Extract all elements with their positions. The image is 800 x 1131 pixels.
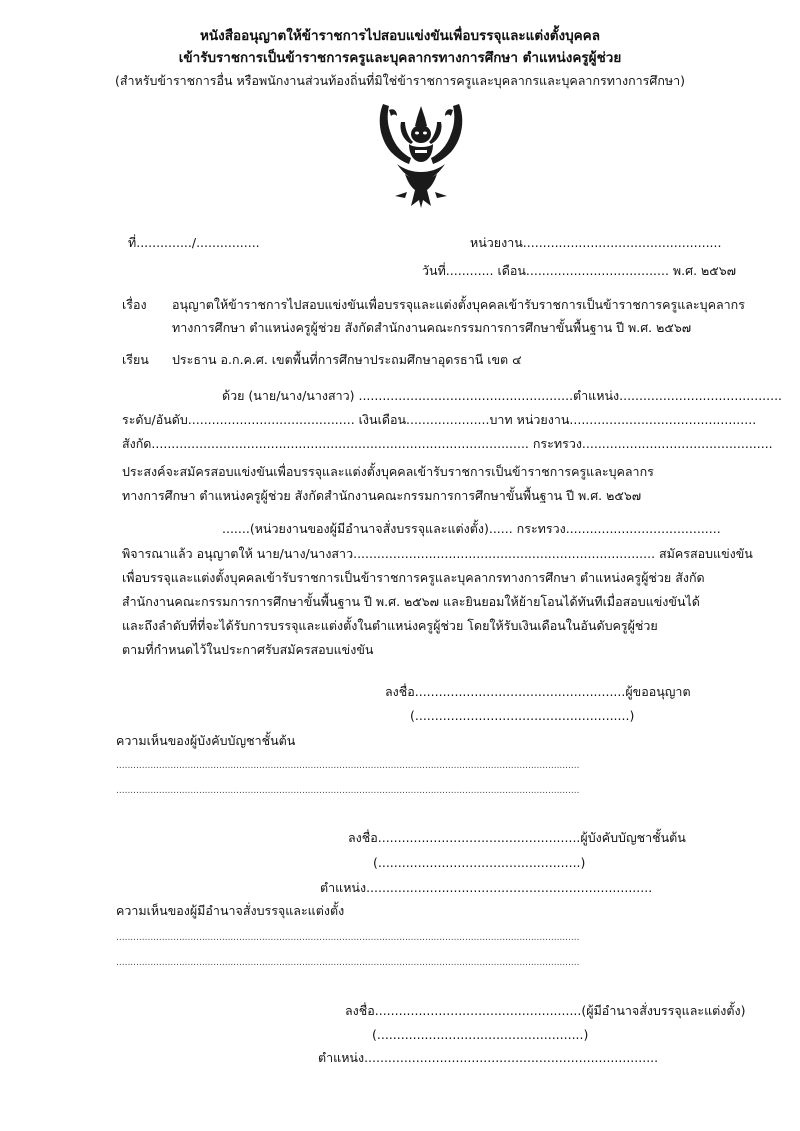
authority-opinion-line1[interactable]: .................................................................................................................................................................. xyxy=(116,933,580,943)
subject-text-line1: อนุญาตให้ข้าราชการไปสอบแข่งขันเพื่อบรรจุและแต่งตั้งบุคคลเข้ารับราชการเป็นข้าราชการครูและบุคลากร xyxy=(172,297,745,312)
supervisor-position-field[interactable]: ตำแหน่ง........................................................................ xyxy=(320,880,653,895)
date-field[interactable]: วันที่............ เดือน.................................... พ.ศ. ๒๕๖๗ xyxy=(422,263,737,278)
authority-printed-name-field[interactable]: (....................................................) xyxy=(372,1027,589,1042)
garuda-emblem-icon xyxy=(375,100,467,210)
subject-text-line2: ทางการศึกษา ตำแหน่งครูผู้ช่วย สังกัดสำนักงานคณะกรรมการการศึกษาขั้นพื้นฐาน ปี พ.ศ. ๒๕๖๗ xyxy=(172,320,692,335)
applicant-affiliation-field[interactable]: สังกัด............................................................................................... กระทรวง................................................ xyxy=(122,436,773,451)
authority-signature-field[interactable]: ลงชื่อ....................................................(ผู้มีอำนาจสั่งบรรจุและแต่งตั้ง) xyxy=(345,1003,746,1018)
supervisor-opinion-line1[interactable]: .................................................................................................................................................................. xyxy=(116,761,580,771)
document-title-line2: เข้ารับราชการเป็นข้าราชการครูและบุคลากรทางการศึกษา ตำแหน่งครูผู้ช่วย xyxy=(178,50,622,66)
supervisor-printed-name-field[interactable]: (...................................................) xyxy=(373,855,586,870)
subject-label: เรื่อง xyxy=(122,297,147,312)
approval-paragraph-line2: เพื่อบรรจุและแต่งตั้งบุคคลเข้ารับราชการเป็นข้าราชการครูและบุคลากรทางการศึกษา ตำแหน่งครูผู้ช่วย สังกัด xyxy=(122,570,705,585)
applicant-name-position-field[interactable]: ด้วย (นาย/นาง/นางสาว) ......................................................ตำแหน่ง......................................... xyxy=(222,388,783,403)
authority-agency-field[interactable]: .......(หน่วยงานของผู้มีอำนาจสั่งบรรจุและแต่งตั้ง)...... กระทรวง....................................... xyxy=(222,521,721,536)
agency-field[interactable]: หน่วยงาน.................................................. xyxy=(470,235,722,250)
document-title-line1: หนังสืออนุญาตให้ข้าราชการไปสอบแข่งขันเพื่อบรรจุและแต่งตั้งบุคคล xyxy=(200,28,600,44)
supervisor-opinion-heading: ความเห็นของผู้บังคับบัญชาชั้นต้น xyxy=(116,733,296,748)
recipient-label: เรียน xyxy=(122,352,149,367)
reference-number-field[interactable]: ที่............../................ xyxy=(128,235,260,250)
approval-paragraph-line1[interactable]: พิจารณาแล้ว อนุญาตให้ นาย/นาง/นางสาว............................................................................ สมัครสอบแข่งขัน xyxy=(122,546,753,561)
supervisor-signature-field[interactable]: ลงชื่อ...................................................ผู้บังคับบัญชาชั้นต้น xyxy=(348,830,686,845)
approval-paragraph-line4: และถึงลำดับที่ที่จะได้รับการบรรจุและแต่งตั้งในตำแหน่งครูผู้ช่วย โดยให้รับเงินเดือนในอันดับครูผู้ช่วย xyxy=(122,618,658,633)
approval-paragraph-line3: สำนักงานคณะกรรมการการศึกษาขั้นพื้นฐาน ปี พ.ศ. ๒๕๖๗ และยินยอมให้ย้ายโอนได้ทันทีเมื่อสอบแข่งขันได้ xyxy=(122,594,700,609)
applicant-signature-field[interactable]: ลงชื่อ.....................................................ผู้ขออนุญาต xyxy=(385,684,691,699)
authority-opinion-line2[interactable]: .................................................................................................................................................................. xyxy=(116,958,580,968)
document-subtitle: (สำหรับข้าราชการอื่น หรือพนักงานส่วนท้องถิ่นที่มิใช่ข้าราชการครูและบุคลากรและบุคลากรทางการศึกษา) xyxy=(114,73,686,88)
applicant-level-salary-field[interactable]: ระดับ/อันดับ.......................................... เงินเดือน.....................บาท หน่วยงาน............................................... xyxy=(122,412,757,427)
intent-paragraph-line1: ประสงค์จะสมัครสอบแข่งขันเพื่อบรรจุและแต่งตั้งบุคคลเข้ารับราชการเป็นข้าราชการครูและบุคลากร xyxy=(122,464,654,479)
recipient-text: ประธาน อ.ก.ค.ศ. เขตพื้นที่การศึกษาประถมศึกษาอุดรธานี เขต ๔ xyxy=(172,352,522,367)
authority-opinion-heading: ความเห็นของผู้มีอำนาจสั่งบรรจุและแต่งตั้ง xyxy=(116,903,345,918)
applicant-printed-name-field[interactable]: (......................................................) xyxy=(410,708,635,723)
intent-paragraph-line2: ทางการศึกษา ตำแหน่งครูผู้ช่วย สังกัดสำนักงานคณะกรรมการการศึกษาขั้นพื้นฐาน ปี พ.ศ. ๒๕๖๗ xyxy=(122,488,642,503)
authority-position-field[interactable]: ตำแหน่ง.......................................................................... xyxy=(318,1050,659,1065)
approval-paragraph-line5: ตามที่กำหนดไว้ในประกาศรับสมัครสอบแข่งขัน xyxy=(122,642,374,657)
supervisor-opinion-line2[interactable]: .................................................................................................................................................................. xyxy=(116,786,580,796)
